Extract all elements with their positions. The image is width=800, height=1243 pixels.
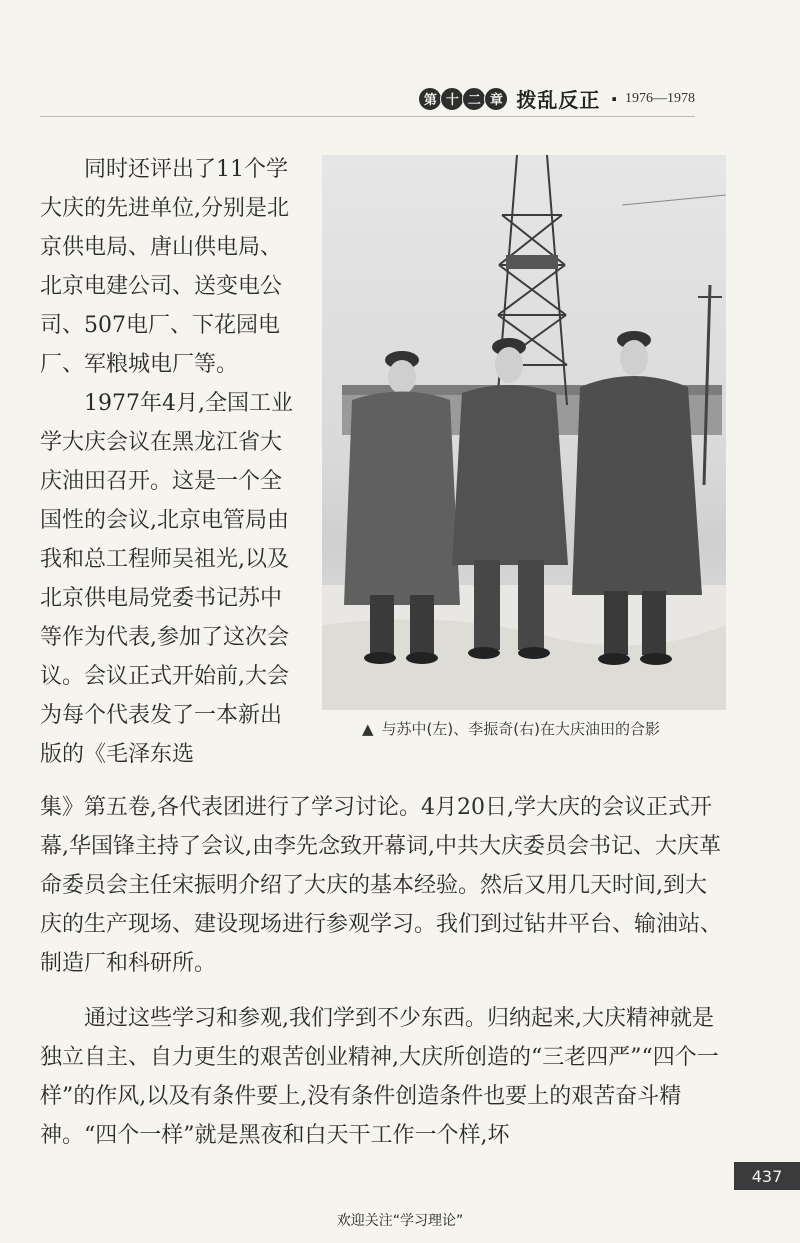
photo-illustration bbox=[322, 155, 726, 710]
narrow-text-column bbox=[40, 150, 302, 774]
chapter-char: 章 bbox=[484, 87, 508, 111]
chapter-char: 二 bbox=[462, 87, 486, 111]
photo-caption bbox=[362, 718, 660, 739]
oilfield-photo bbox=[322, 155, 726, 710]
header-separator: · bbox=[610, 86, 619, 111]
chapter-years: 1976—1978 bbox=[625, 90, 695, 106]
caption-text: 与苏中(左)、李振奇(右)在大庆油田的合影 bbox=[381, 720, 660, 738]
paragraph: 同时还评出了11个学大庆的先进单位,分别是北京供电局、唐山供电局、北京电建公司、送变电公司、507电厂、下花园电厂、军粮城电厂等。 bbox=[40, 157, 289, 377]
chapter-title: 拨乱反正 bbox=[516, 88, 601, 112]
chapter-char: 第 bbox=[418, 87, 442, 111]
full-width-text bbox=[40, 788, 728, 1155]
chapter-char: 十 bbox=[440, 87, 464, 111]
paragraph: 1977年4月,全国工业学大庆会议在黑龙江省大庆油田召开。这是一个全国性的会议,北京电管局由我和总工程师吴祖光,以及北京供电局党委书记苏中等作为代表,参加了这次会议。会议正式开始前,大会为每个代表发了一本新出版的《毛泽东选 bbox=[40, 391, 293, 767]
footer-note: 欢迎关注“学习理论” bbox=[336, 1213, 464, 1229]
page-number: 437 bbox=[734, 1162, 800, 1190]
paragraph: 通过这些学习和参观,我们学到不少东西。归纳起来,大庆精神就是独立自主、自力更生的艰苦创业精神,大庆所创造的“三老四严”“四个一样”的作风,以及有条件要上,没有条件创造条件也要上的艰苦奋斗精神。“四个一样”就是黑夜和白天干工作一个样,坏 bbox=[40, 1006, 719, 1148]
running-header bbox=[418, 84, 695, 113]
paragraph: 集》第五卷,各代表团进行了学习讨论。4月20日,学大庆的会议正式开幕,华国锋主持了会议,由李先念致开幕词,中共大庆委员会书记、大庆革命委员会主任宋振明介绍了大庆的基本经验。然后又用几天时间,到大庆的生产现场、建设现场进行参观学习。我们到过钻井平台、输油站、制造厂和科研所。 bbox=[40, 795, 723, 976]
caption-triangle-icon: ▲ bbox=[362, 720, 374, 738]
chapter-badge bbox=[418, 87, 506, 111]
header-rule bbox=[40, 116, 695, 117]
